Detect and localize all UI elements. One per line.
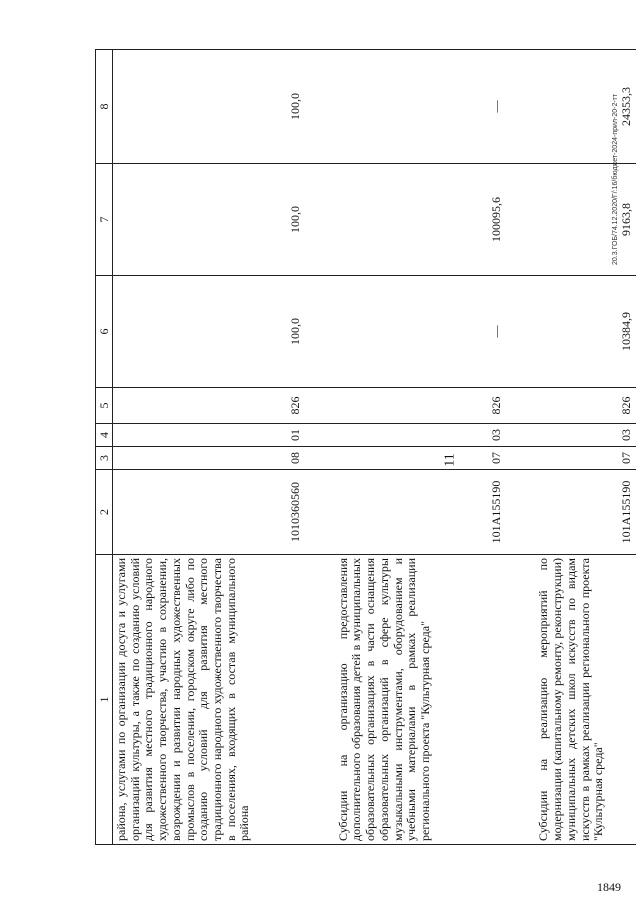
section-code: 08 xyxy=(113,447,305,470)
table-row xyxy=(335,50,506,845)
amount-col-7: 100,0 xyxy=(113,164,305,276)
column-numbers-row xyxy=(96,50,113,845)
row-description: Субсидии на организацию предоставления дополнительного образования детей в муниципальных образовательных организациях в части оснащения образовательных организаций в сфере культуры музыкальными инструментами, оборудованием и учебными материалами в рамках реализации регионального проекта "Культурная среда" xyxy=(335,555,506,845)
page-number-top: 11 xyxy=(442,453,458,467)
amount-col-7: 100095,6 xyxy=(335,164,506,276)
col-header-7: 7 xyxy=(96,164,113,276)
col-header-1: 1 xyxy=(96,555,113,845)
target-code: 101A155190 xyxy=(535,470,636,555)
page-number-bottom: 1849 xyxy=(597,880,621,894)
amount-col-8: 100,0 xyxy=(113,50,305,164)
col-header-6: 6 xyxy=(96,276,113,388)
row-description: Субсидии на реализацию мероприятий по модернизации (капитальному ремонту, реконструкции) муниципальных детских школ искусств по видам искусств в рамках реализации регионального проекта "Культурная среда" xyxy=(535,555,636,845)
subsection-code: 03 xyxy=(335,424,506,447)
table-row xyxy=(535,50,636,845)
amount-col-8: — xyxy=(335,50,506,164)
col-header-3: 3 xyxy=(96,447,113,470)
amount-col-6: 10384,9 xyxy=(535,276,636,388)
table-row xyxy=(113,50,305,845)
amount-col-7: 9163,8 xyxy=(535,164,636,276)
document-code-wrapper xyxy=(612,93,622,275)
document-code: 20.3.ГОБ/74.12.2020/Г/:16/бюджет-2024-прил-20-2-тт xyxy=(612,93,619,265)
col-header-5: 5 xyxy=(96,388,113,424)
col-header-2: 2 xyxy=(96,470,113,555)
section-code: 07 xyxy=(335,447,506,470)
col-header-4: 4 xyxy=(96,424,113,447)
expense-type: 826 xyxy=(535,388,636,424)
subsection-code: 01 xyxy=(113,424,305,447)
subsection-code: 03 xyxy=(535,424,636,447)
expense-type: 826 xyxy=(113,388,305,424)
target-code: 101A155190 xyxy=(335,470,506,555)
expense-type: 826 xyxy=(335,388,506,424)
col-header-8: 8 xyxy=(96,50,113,164)
row-description: района, услугами по организации досуга и услугами организаций культуры, а также по созданию условий для развития местного традиционного народного художественного творчества, участию в сохранении, возрождении и развитии народных художественных промыслов в поселении, городском округе либо по созданию условий для развития местного традиционного народного художественного творчества в поселениях, входящих в состав муниципального района xyxy=(113,555,305,845)
section-code: 07 xyxy=(535,447,636,470)
amount-col-6: — xyxy=(335,276,506,388)
budget-table xyxy=(95,49,636,845)
target-code: 1010360560 xyxy=(113,470,305,555)
amount-col-6: 100,0 xyxy=(113,276,305,388)
amount-col-8: 24353,3 xyxy=(535,50,636,164)
